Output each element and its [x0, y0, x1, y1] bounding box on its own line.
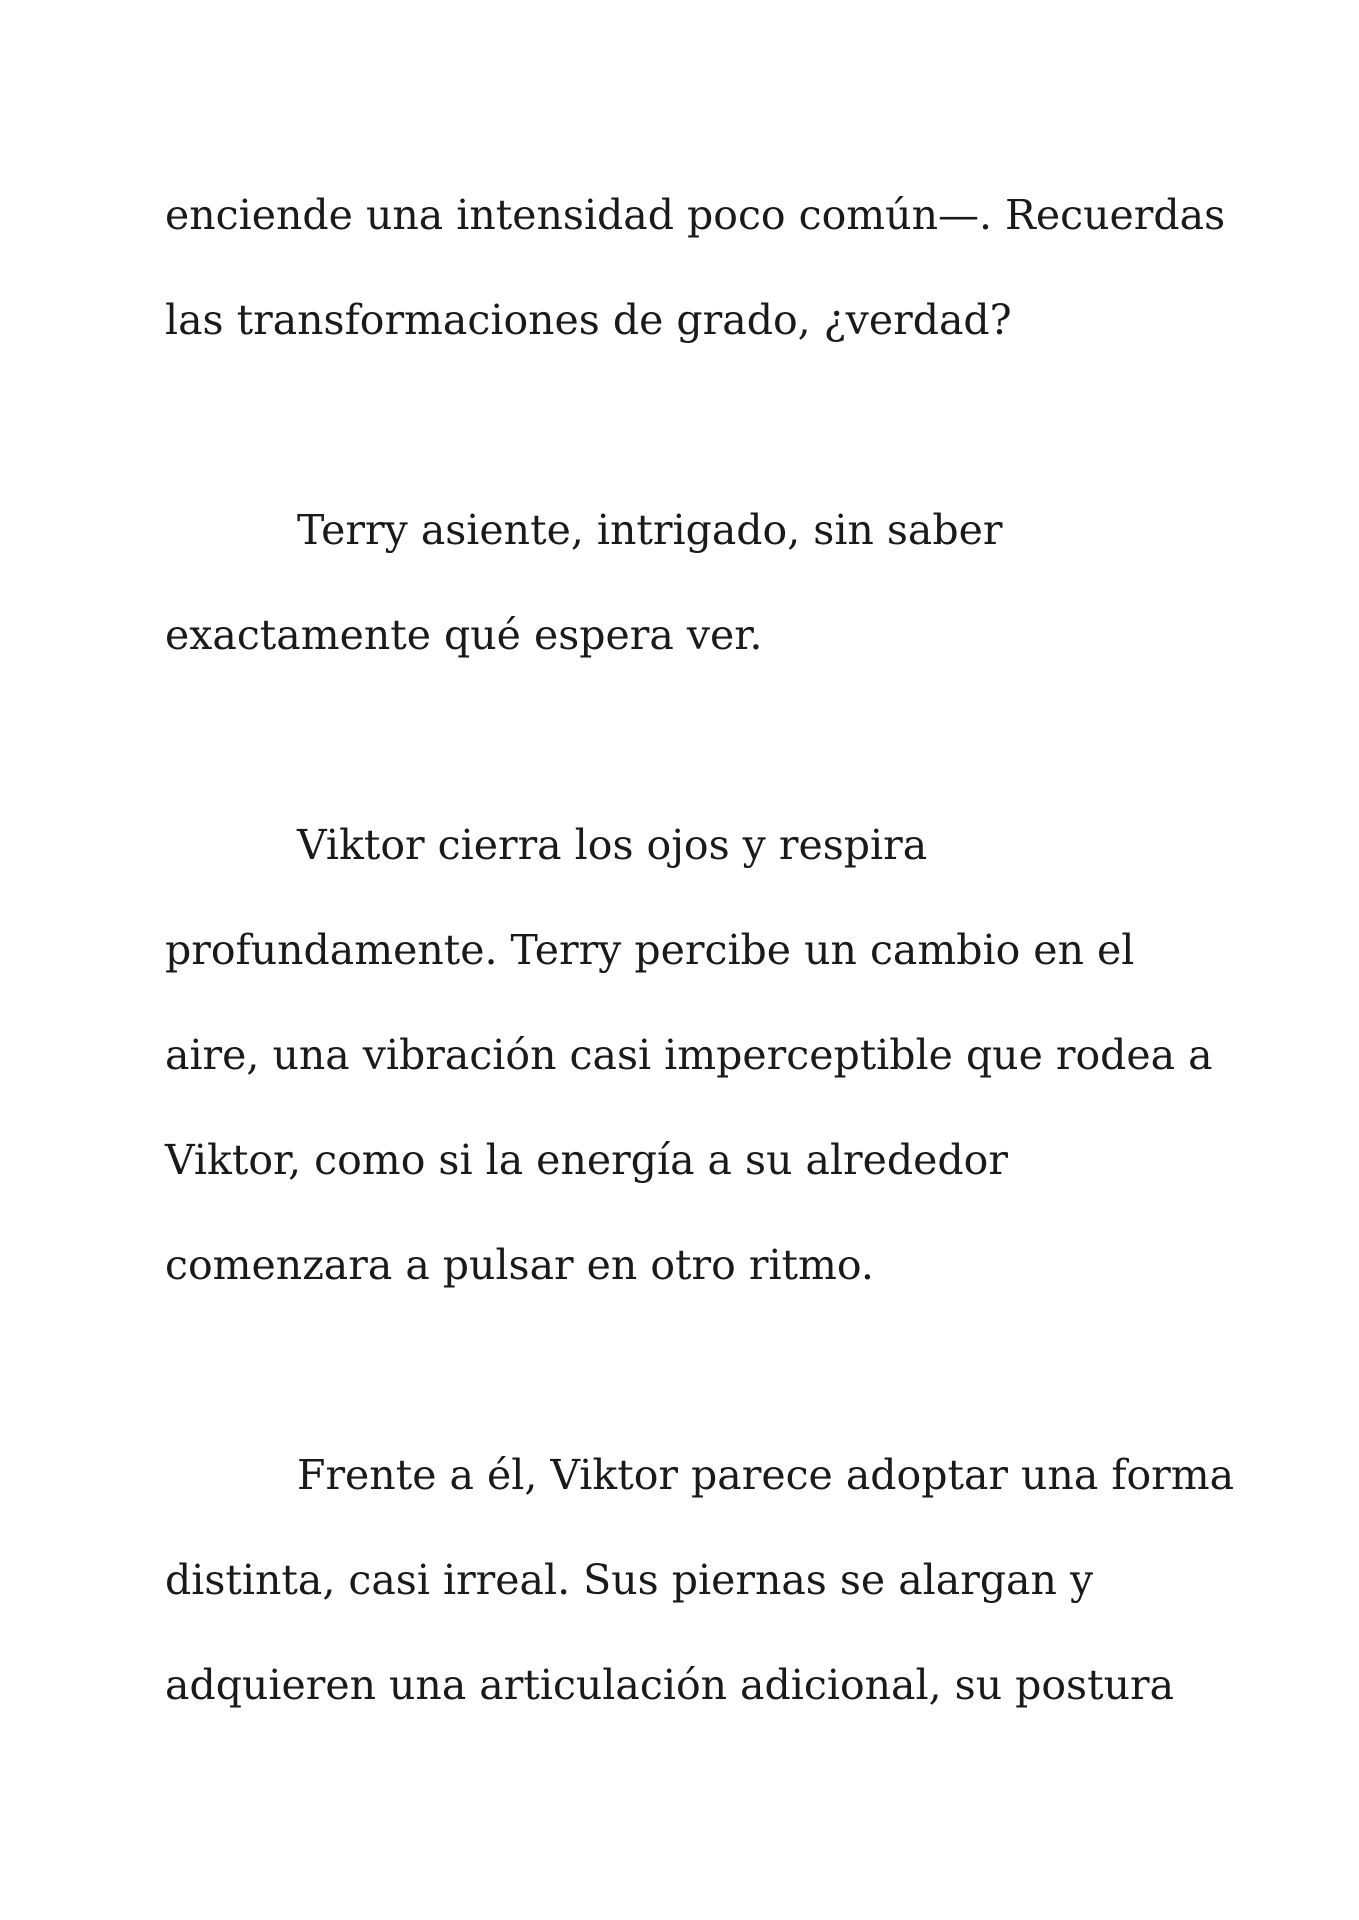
text-line: las transformaciones de grado, ¿verdad?: [165, 296, 1012, 344]
paragraph-2: [165, 478, 1205, 688]
text-line: comenzara a pulsar en otro ritmo.: [165, 1241, 874, 1289]
text-line: distinta, casi irreal. Sus piernas se alargan y: [165, 1556, 1094, 1604]
paragraph-3: [165, 793, 1213, 1318]
paragraph-spacer: [165, 373, 1205, 478]
text-line: aire, una vibración casi imperceptible que rodea a: [165, 1031, 1213, 1079]
paragraph-4: [165, 1423, 1235, 1738]
paragraph-1: [165, 163, 1226, 373]
text-line: enciende una intensidad poco común—. Recuerdas: [165, 191, 1226, 239]
paragraph-spacer: [165, 1318, 1205, 1423]
text-line: profundamente. Terry percibe un cambio en el: [165, 926, 1135, 974]
text-line: Terry asiente, intrigado, sin saber: [297, 506, 1003, 554]
text-line: Viktor cierra los ojos y respira: [297, 821, 928, 869]
text-line: adquieren una articulación adicional, su postura: [165, 1661, 1175, 1709]
text-line: exactamente qué espera ver.: [165, 611, 763, 659]
text-line: Frente a él, Viktor parece adoptar una forma: [297, 1451, 1235, 1499]
body-text: [165, 163, 1235, 1738]
text-line: Viktor, como si la energía a su alrededor: [165, 1136, 1008, 1184]
paragraph-spacer: [165, 688, 1205, 793]
